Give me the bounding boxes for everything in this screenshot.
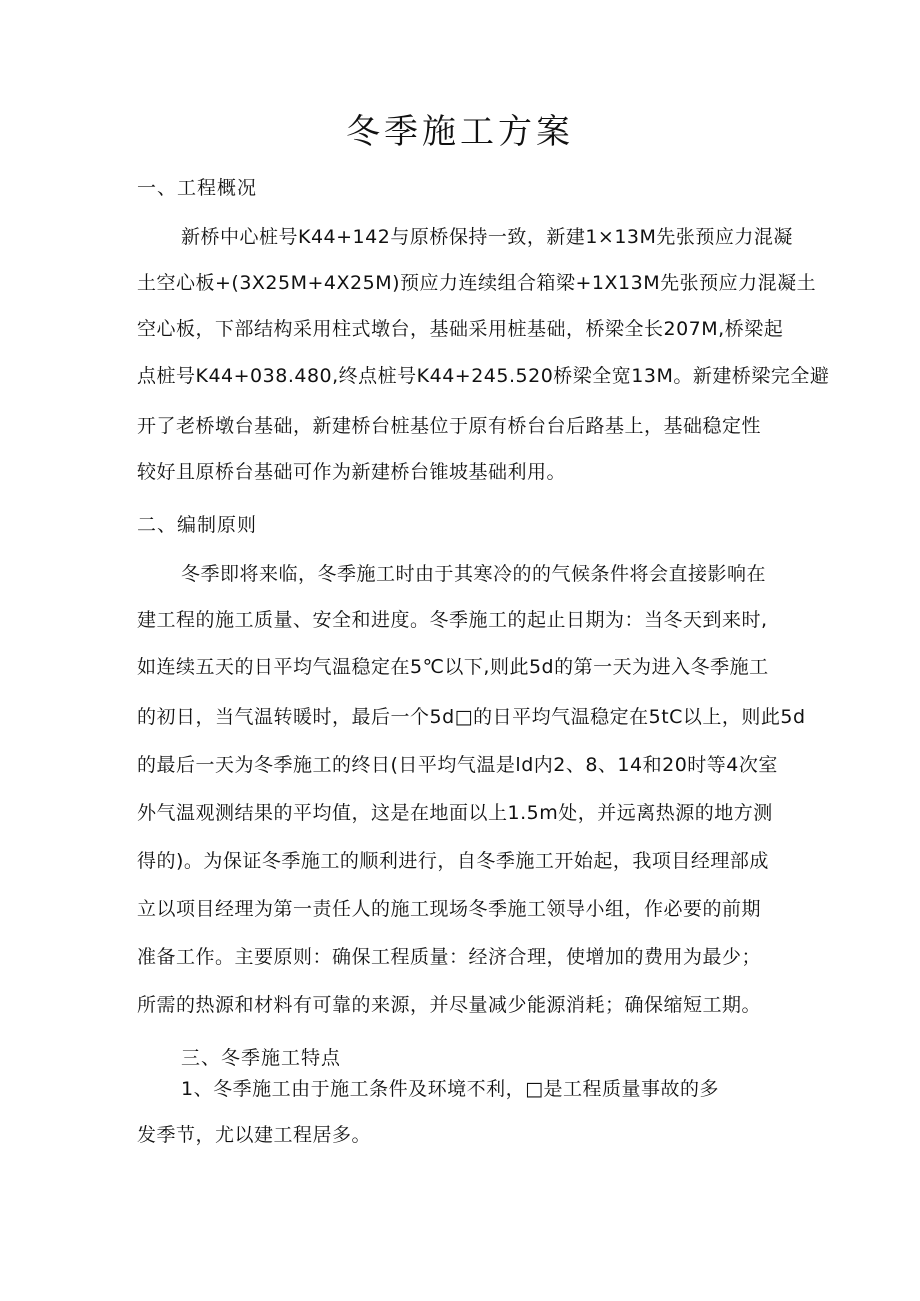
paragraph-line: 土空心板+(3X25M+4X25M)预应力连续组合箱梁+1X13M先张预应力混凝土 <box>137 272 817 294</box>
paragraph-line: 外气温观测结果的平均值，这是在地面以上1.5m处，并远离热源的地方测 <box>137 802 773 824</box>
paragraph-line: 准备工作。主要原则：确保工程质量：经济合理，使增加的费用为最少； <box>137 946 762 968</box>
paragraph-line: 新桥中心桩号K44+142与原桥保持一致，新建1×13M先张预应力混凝 <box>181 226 793 248</box>
paragraph-line: 如连续五天的日平均气温稳定在5℃以下,则此5d的第一天为进入冬季施工 <box>137 656 769 678</box>
section-heading-overview: 一、工程概况 <box>137 177 258 199</box>
paragraph-line: 开了老桥墩台基础，新建桥台桩基位于原有桥台台后路基上，基础稳定性 <box>137 415 762 437</box>
paragraph-line: 冬季即将来临，冬季施工时由于其寒冷的的气候条件将会直接影响在 <box>181 563 767 585</box>
paragraph-line: 发季节，尤以建工程居多。 <box>137 1124 372 1146</box>
paragraph-line: 的初日，当气温转暖时，最后一个5d□的日平均气温稳定在5tC以上，则此5d <box>137 706 806 728</box>
paragraph-line: 所需的热源和材料有可靠的来源，并尽量减少能源消耗；确保缩短工期。 <box>137 994 762 1016</box>
paragraph-line: 空心板，下部结构采用柱式墩台，基础采用桩基础，桥梁全长207M,桥梁起 <box>137 318 784 340</box>
paragraph-line: 的最后一天为冬季施工的终日(日平均气温是ld内2、8、14和20时等4次室 <box>137 754 778 776</box>
section-heading-characteristics: 三、冬季施工特点 <box>181 1047 342 1069</box>
paragraph-line: 得的)。为保证冬季施工的顺利进行，自冬季施工开始起，我项目经理部成 <box>137 850 769 872</box>
section-heading-principles: 二、编制原则 <box>137 514 258 536</box>
paragraph-line: 点桩号K44+038.480,终点桩号K44+245.520桥梁全宽13M。新建桥梁完全避 <box>137 365 830 387</box>
paragraph-line: 较好且原桥台基础可作为新建桥台锥坡基础利用。 <box>137 461 567 483</box>
paragraph-line: 1、冬季施工由于施工条件及环境不利，□是工程质量事故的多 <box>181 1078 720 1100</box>
document-title: 冬季施工方案 <box>346 112 574 152</box>
paragraph-line: 建工程的施工质量、安全和进度。冬季施工的起止日期为：当冬天到来时, <box>137 609 768 631</box>
paragraph-line: 立以项目经理为第一责任人的施工现场冬季施工领导小组，作必要的前期 <box>137 898 762 920</box>
